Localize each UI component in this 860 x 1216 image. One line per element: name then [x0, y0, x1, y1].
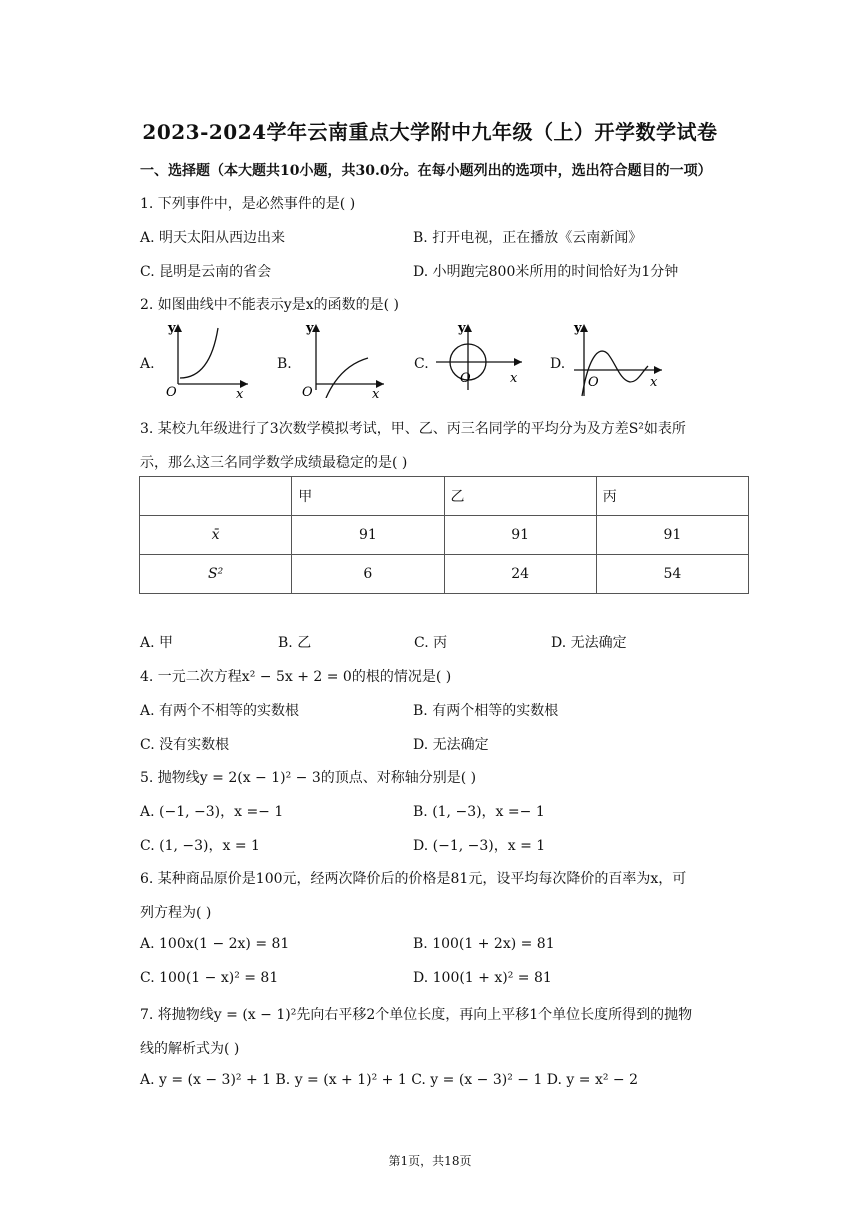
- q2-label-a: A.: [140, 356, 155, 372]
- q3-stem-line1: 3. 某校九年级进行了3次数学模拟考试，甲、乙、丙三名同学的平均分为及方差S²如表所: [140, 421, 686, 437]
- graph-a-x-label: x: [236, 387, 244, 398]
- table-cell: 54: [596, 555, 748, 594]
- q1-stem: 1. 下列事件中，是必然事件的是( ): [140, 196, 356, 212]
- q4-option-d: D. 无法确定: [413, 737, 489, 753]
- graph-b-origin-label: O: [302, 385, 313, 398]
- section-heading: 一、选择题（本大题共10小题，共30.0分。在每小题列出的选项中，选出符合题目的一项）: [140, 163, 712, 179]
- graph-d-origin-label: O: [588, 375, 599, 390]
- graph-c-x-label: x: [510, 371, 518, 386]
- q5-option-d: D. (−1, −3)，x = 1: [413, 838, 546, 854]
- q4-option-a: A. 有两个不相等的实数根: [140, 703, 300, 719]
- q1-option-a: A. 明天太阳从西边出来: [140, 230, 286, 246]
- q2-label-c: C.: [414, 356, 429, 372]
- table-cell: 91: [596, 516, 748, 555]
- q7-stem-line1: 7. 将抛物线y = (x − 1)²先向右平移2个单位长度，再向上平移1个单位长度所得到的抛物: [140, 1007, 693, 1023]
- graph-d-y-label: y: [574, 321, 582, 336]
- stats-table: [139, 476, 749, 594]
- q5-stem: 5. 抛物线y = 2(x − 1)² − 3的顶点、对称轴分别是( ): [140, 770, 477, 786]
- q2-label-b: B.: [277, 356, 292, 372]
- graph-c: [430, 320, 526, 398]
- table-cell: 24: [444, 555, 596, 594]
- q6-stem-line1: 6. 某种商品原价是100元，经两次降价后的价格是81元，设平均每次降价的百率为x，可: [140, 871, 687, 887]
- table-row: [140, 477, 749, 516]
- table-cell: 91: [444, 516, 596, 555]
- q1-option-d: D. 小明跑完800米所用的时间恰好为1分钟: [413, 264, 679, 280]
- q3-option-d: D. 无法确定: [551, 635, 627, 651]
- q5-option-b: B. (1, −3)，x =− 1: [413, 804, 545, 820]
- q6-option-b: B. 100(1 + 2x) = 81: [413, 936, 555, 952]
- q3-option-c: C. 丙: [414, 635, 448, 651]
- q3-stem-line2: 示，那么这三名同学数学成绩最稳定的是( ): [140, 455, 408, 471]
- graph-d-x-label: x: [650, 375, 658, 390]
- q6-option-c: C. 100(1 − x)² = 81: [140, 970, 279, 986]
- table-cell: [140, 477, 292, 516]
- graph-a: [160, 320, 252, 398]
- q6-option-d: D. 100(1 + x)² = 81: [413, 970, 552, 986]
- graph-a-origin-label: O: [166, 385, 177, 398]
- q4-option-c: C. 没有实数根: [140, 737, 230, 753]
- q6-option-a: A. 100x(1 − 2x) = 81: [140, 936, 290, 952]
- graph-c-origin-label: O: [460, 371, 471, 386]
- q1-option-c: C. 昆明是云南的省会: [140, 264, 272, 280]
- graph-c-y-label: y: [458, 321, 466, 336]
- page-footer: 第1页，共18页: [388, 1154, 472, 1168]
- q2-stem: 2. 如图曲线中不能表示y是x的函数的是( ): [140, 297, 399, 313]
- table-row: [140, 555, 749, 594]
- table-row: [140, 516, 749, 555]
- table-cell: 丙: [596, 477, 748, 516]
- graph-a-y-label: y: [168, 321, 176, 336]
- q4-stem: 4. 一元二次方程x² − 5x + 2 = 0的根的情况是( ): [140, 669, 452, 685]
- q1-option-b: B. 打开电视，正在播放《云南新闻》: [413, 230, 643, 246]
- graph-b: [296, 320, 388, 398]
- table-cell: 91: [292, 516, 444, 555]
- q5-option-a: A. (−1, −3)，x =− 1: [140, 804, 284, 820]
- table-cell: 甲: [292, 477, 444, 516]
- graph-b-y-label: y: [306, 321, 314, 336]
- table-cell: 6: [292, 555, 444, 594]
- q3-option-a: A. 甲: [140, 635, 174, 651]
- q3-option-b: B. 乙: [278, 635, 312, 651]
- table-cell: 乙: [444, 477, 596, 516]
- q4-option-b: B. 有两个相等的实数根: [413, 703, 559, 719]
- q7-options: A. y = (x − 3)² + 1 B. y = (x + 1)² + 1 C. y = (x − 3)² − 1 D. y = x² − 2: [140, 1072, 639, 1088]
- q7-stem-line2: 线的解析式为( ): [140, 1041, 240, 1057]
- q2-label-d: D.: [550, 356, 566, 372]
- graph-b-x-label: x: [372, 387, 380, 398]
- q5-option-c: C. (1, −3)，x = 1: [140, 838, 260, 854]
- graph-d: [568, 320, 668, 398]
- q6-stem-line2: 列方程为( ): [140, 905, 212, 921]
- table-cell: x̄: [140, 516, 292, 555]
- page-title: 2023-2024学年云南重点大学附中九年级（上）开学数学试卷: [142, 120, 718, 144]
- table-cell: S²: [140, 555, 292, 594]
